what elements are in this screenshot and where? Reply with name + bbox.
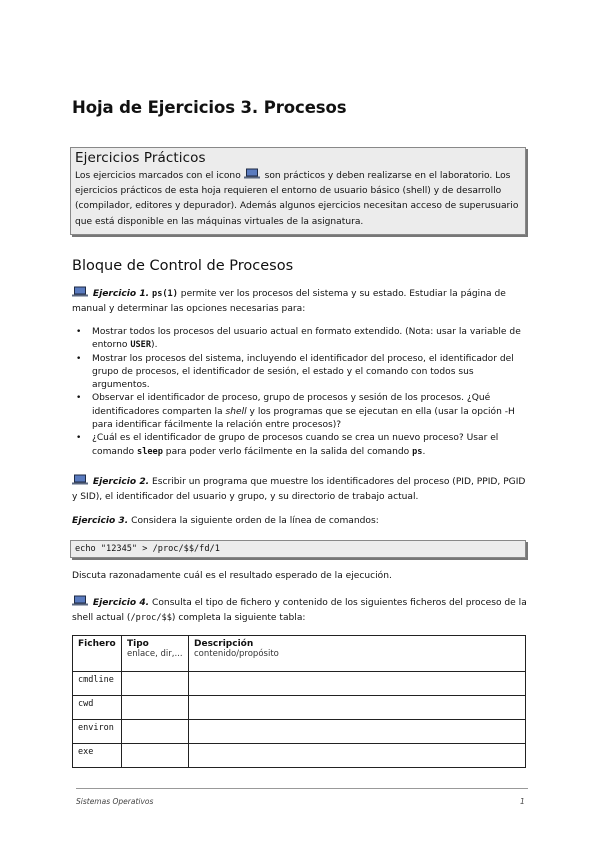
list-item: • Observar el identificador de proceso, grupo de procesos y sesión de los procesos. ¿Qué identificadores comparten la shell y los programas que se ejecutan en ella (usar la opción -H para identificar fácilmente la relación entre procesos)?	[72, 392, 530, 432]
table-row: exe	[73, 744, 526, 768]
laptop-icon	[72, 474, 88, 485]
table-row: cmdline	[73, 672, 526, 696]
exercise-1-list	[72, 326, 530, 459]
table-row: environ	[73, 720, 526, 744]
exercise-3-after: Discuta razonadamente cuál es el resultado esperado de la ejecución.	[72, 571, 392, 581]
footer-divider	[76, 788, 528, 789]
note-text: Los ejercicios marcados con el icono son prácticos y deben realizarse en el laboratorio. Los ejercicios prácticos de esta hoja requieren el entorno de usuario básico (shell) y de desarrollo (compilador, editores y depurador). Además algunos ejercicios necesitan acceso de superusuario que está disponible en las máquinas virtuales de la asignatura.	[75, 168, 521, 230]
laptop-icon	[244, 168, 260, 179]
practical-note-box	[70, 147, 526, 235]
table-header: Tipo enlace, dir,...	[122, 636, 189, 672]
page-number: 1	[520, 797, 525, 806]
code-block: echo "12345" > /proc/$$/fd/1	[70, 540, 526, 558]
proc-files-table	[72, 635, 526, 768]
list-item: • Mostrar los procesos del sistema, incluyendo el identificador del proceso, el identificador del grupo de procesos, el identificador de sesión, el estado y el comando con todos sus argumentos.	[72, 353, 530, 393]
table-header: Descripción contenido/propósito	[189, 636, 526, 672]
list-item: • Mostrar todos los procesos del usuario actual en formato extendido. (Nota: usar la variable de entorno USER).	[72, 326, 530, 353]
table-header: Fichero	[73, 636, 122, 672]
exercise-4: Ejercicio 4. Consulta el tipo de fichero y contenido de los siguientes ficheros del proceso de la shell actual (/proc/$$) completa la siguiente tabla:	[72, 595, 530, 626]
footer-course: Sistemas Operativos	[76, 797, 154, 806]
exercise-1: Ejercicio 1. ps(1) permite ver los procesos del sistema y su estado. Estudiar la página de manual y determinar las opciones necesarias para:	[72, 286, 530, 317]
note-heading: Ejercicios Prácticos	[75, 150, 206, 166]
section-title: Bloque de Control de Procesos	[72, 258, 294, 274]
page-title: Hoja de Ejercicios 3. Procesos	[72, 98, 347, 117]
list-item: • ¿Cuál es el identificador de grupo de procesos cuando se crea un nuevo proceso? Usar el comando sleep para poder verlo fácilmente en la salida del comando ps.	[72, 432, 530, 459]
table-row: cwd	[73, 696, 526, 720]
laptop-icon	[72, 595, 88, 606]
exercise-3: Ejercicio 3. Considera la siguiente orden de la línea de comandos:	[72, 516, 379, 526]
laptop-icon	[72, 286, 88, 297]
exercise-2: Ejercicio 2. Escribir un programa que muestre los identificadores del proceso (PID, PPID, PGID y SID), el identificador del usuario y grupo, y su directorio de trabajo actual.	[72, 474, 530, 505]
